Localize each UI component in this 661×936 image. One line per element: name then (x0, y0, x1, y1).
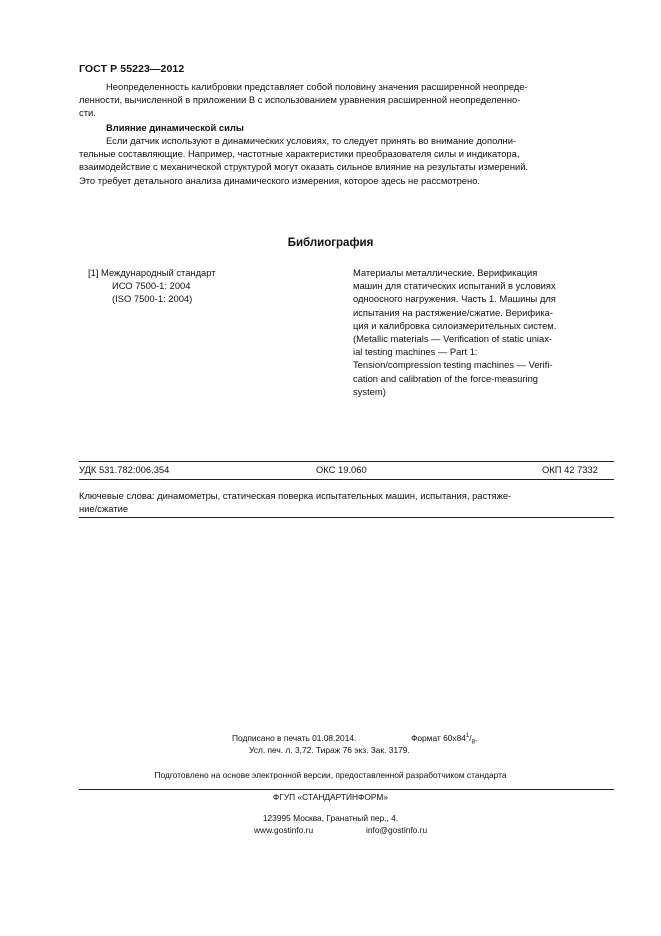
paragraph-line: сти. (79, 107, 96, 119)
keywords (79, 489, 614, 515)
print-info: Усл. печ. л. 3,72. Тираж 76 экз. Зак. 3179. (249, 745, 410, 755)
format-label: Формат 60х84 (411, 733, 466, 743)
description-line: ial testing machines — Part 1: (353, 346, 478, 358)
description-line: Tension/compression testing machines — Verifi- (353, 359, 553, 371)
bibliography-title: Библиография (287, 237, 374, 249)
reference-number-label: [1] Международный стандарт (88, 267, 216, 278)
email-link[interactable]: info@gostinfo.ru (366, 825, 428, 835)
keywords-line: Ключевые слова: динамометры, статическая поверка испытательных машин, испытания, растяже- (79, 490, 512, 501)
prepared-note: Подготовлено на основе электронной версии, предоставленной разработчиком стандарта (154, 770, 507, 780)
description-line: машин для статических испытаний в условиях (353, 280, 556, 292)
format-end: . (474, 733, 478, 743)
section-title: Влияние динамической силы (106, 122, 244, 133)
reference-code-intl: (ISO 7500-1: 2004) (112, 293, 193, 305)
dynamic-force-paragraph (79, 134, 613, 187)
paragraph-line: Это требует детального анализа динамического измерения, которое здесь не рассмотрено. (79, 174, 481, 186)
description-line: ция и калибровка силоизмерительных систем. (353, 319, 557, 331)
keywords-rule (79, 517, 614, 518)
imprint-rule (79, 789, 614, 790)
keywords-line: ние/сжатие (79, 503, 129, 515)
format-fraction-denominator: 8 (471, 739, 475, 746)
bibliography-reference (88, 266, 216, 306)
description-line: system) (353, 385, 386, 397)
description-line: cation and calibration of the force-measuring (353, 372, 539, 384)
description-line: испытания на растяжение/сжатие. Верифика- (353, 306, 553, 318)
paragraph-line: Неопределенность калибровки представляет собой половину значения расширенной неопреде- (106, 81, 528, 92)
paragraph-line: Если датчик используют в динамических условиях, то следует принять во внимание дополни- (106, 135, 517, 146)
uncertainty-paragraph (79, 80, 613, 120)
classification-bottom-rule (79, 479, 614, 480)
website-link[interactable]: www.gostinfo.ru (254, 825, 314, 835)
okp-code: ОКП 42 7332 (542, 464, 598, 475)
publisher-address: 123995 Москва, Гранатный пер., 4. (262, 813, 399, 823)
description-line: Материалы металлические. Верификация (353, 267, 538, 278)
classification-top-rule (79, 461, 614, 462)
format-fraction-numerator: 1 (465, 733, 470, 740)
description-line: одноосного нагружения. Часть 1. Машины для (353, 293, 556, 305)
oks-code: ОКС 19.060 (316, 464, 367, 475)
reference-code: ИСО 7500-1: 2004 (112, 280, 191, 292)
signed-date: Подписано в печать 01.08.2014. (232, 733, 357, 743)
udk-code: УДК 531.782:006.354 (79, 464, 170, 475)
publisher-name: ФГУП «СТАНДАРТИНФОРМ» (272, 792, 389, 802)
paragraph-line: ленности, вычисленной в приложении В с использованием уравнения расширенной неопределенно- (79, 94, 521, 106)
standard-header: ГОСТ Р 55223—2012 (79, 63, 185, 75)
paper-format: Формат $60х84^1/_8$. (411, 733, 478, 746)
bibliography-description (353, 266, 615, 398)
paragraph-line: тельные составляющие. Например, частотные характеристики преобразователя силы и индикатора, (79, 148, 520, 160)
paragraph-line: взаимодействие с механической структурой могут оказать сильное влияние на результаты измерений. (79, 161, 529, 173)
description-line: (Metallic materials — Verification of static uniax- (353, 333, 553, 345)
